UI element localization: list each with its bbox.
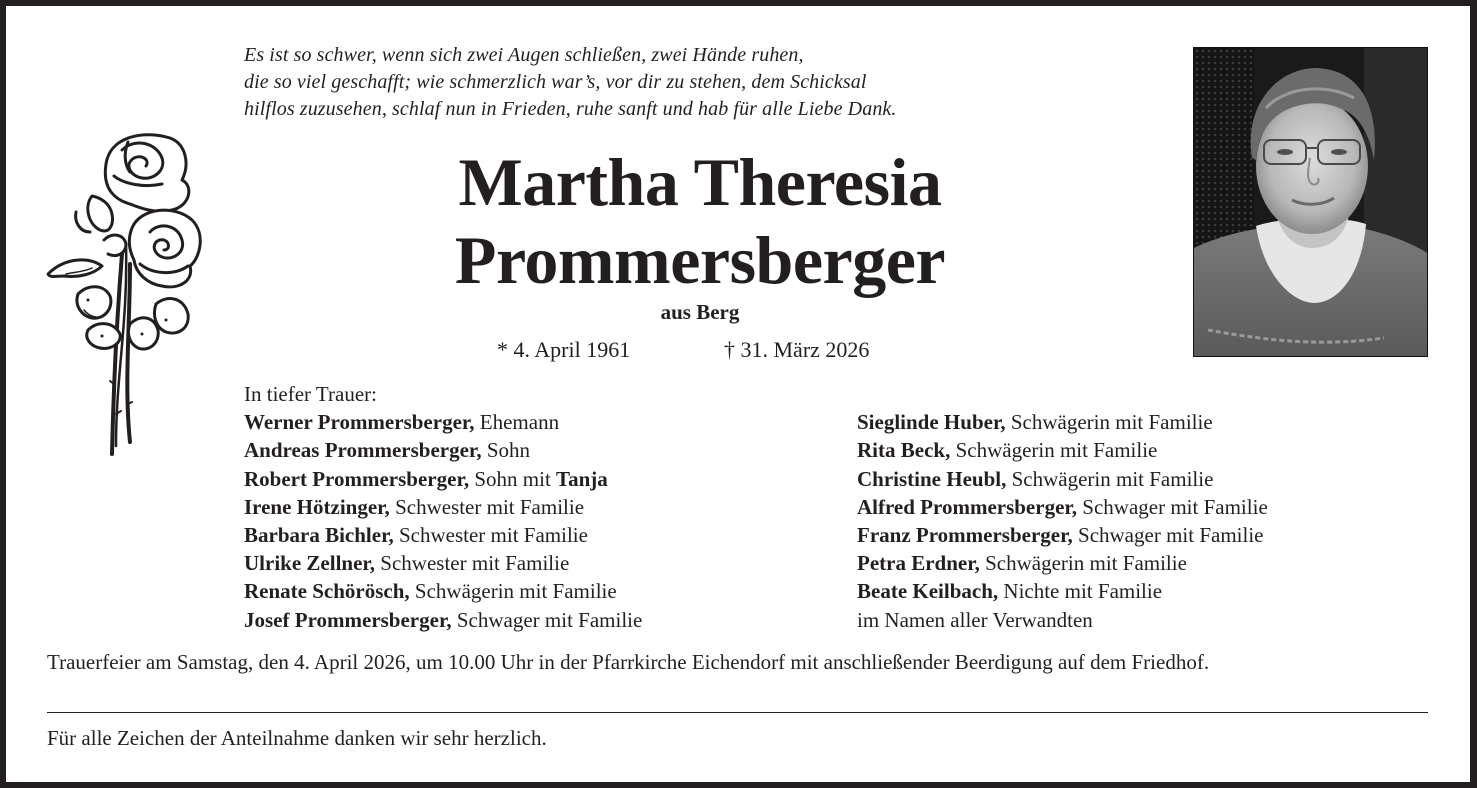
mourner-entry [857, 465, 1268, 493]
deceased-surname: Prommersberger [454, 222, 946, 298]
mourner-relation: Schwägerin mit Familie [1006, 466, 1214, 491]
mourner-relation: Schwägerin mit Familie [409, 579, 617, 604]
mourners-list-left [244, 380, 642, 634]
mourner-name: Alfred Prommersberger, [857, 494, 1078, 519]
mourner-entry [244, 549, 642, 577]
mourner-relation: Schwager mit Familie [451, 607, 643, 632]
mourner-name: Irene Hötzinger, [244, 494, 390, 519]
mourner-relation: Schwester mit Familie [375, 551, 570, 576]
mourner-entry [244, 436, 642, 464]
mourner-entry [244, 521, 642, 549]
mourner-relation: Schwägerin mit Familie [979, 551, 1187, 576]
mourner-name: Rita Beck, [857, 438, 951, 463]
memorial-poem [244, 42, 1144, 123]
mourner-name: Robert Prommersberger, [244, 466, 470, 491]
funeral-service-info: Trauerfeier am Samstag, den 4. April 2026, um 10.00 Uhr in der Pfarrkirche Eichendorf mit anschließender Beerdigung auf dem Friedhof. [47, 650, 1210, 674]
mourner-name: Ulrike Zellner, [244, 551, 376, 576]
mourner-name: Andreas Prommersberger, [244, 438, 482, 463]
mourner-relation: Schwester mit Familie [393, 523, 588, 548]
mourner-relation: Schwägerin mit Familie [950, 438, 1158, 463]
mourner-name: Barbara Bichler, [244, 523, 394, 548]
mourner-relation: Schwager mit Familie [1077, 494, 1268, 519]
mourner-name: Franz Prommersberger, [857, 523, 1073, 547]
mourner-entry [857, 577, 1268, 605]
mourner-entry [857, 436, 1268, 464]
mourners-list-right [857, 408, 1268, 634]
portrait-photo [1193, 47, 1428, 357]
poem-line: Es ist so schwer, wenn sich zwei Augen schließen, zwei Hände ruhen, [244, 44, 804, 66]
mourner-name: Petra Erdner, [857, 551, 980, 576]
mourner-relation: Nichte mit Familie [998, 579, 1163, 604]
mourner-entry [244, 493, 642, 521]
closing-note: im Namen aller Verwandten [857, 607, 1093, 632]
mourner-entry [244, 577, 642, 605]
mourner-relation: Ehemann [474, 410, 560, 435]
mourner-partner-name: Tanja [556, 466, 608, 491]
mourner-name: Beate Keilbach, [857, 579, 999, 604]
mourner-entry [244, 465, 642, 493]
mourner-relation: Sohn mit [469, 466, 557, 491]
mourner-entry [857, 408, 1268, 436]
mourner-entry [857, 521, 1268, 549]
mourner-relation: Schwager mit Familie [1072, 523, 1264, 547]
mourner-name: Werner Prommersberger, [244, 410, 475, 435]
mourner-entry [857, 549, 1268, 577]
birth-date: * 4. April 1961 [497, 337, 631, 362]
mourner-entry-closing [857, 606, 1268, 634]
divider [47, 712, 1428, 713]
mourner-name: Christine Heubl, [857, 466, 1007, 491]
thanks-note: Für alle Zeichen der Anteilnahme danken wir sehr herzlich. [47, 726, 547, 750]
mourner-name: Josef Prommersberger, [244, 607, 452, 632]
deceased-origin: aus Berg [660, 300, 740, 324]
deceased-first-names: Martha Theresia [458, 144, 942, 220]
mourner-relation: Schwester mit Familie [389, 494, 585, 519]
death-date: † 31. März 2026 [724, 337, 870, 362]
poem-line: die so viel geschafft; wie schmerzlich war’s, vor dir zu stehen, dem Schicksal [244, 71, 867, 93]
mourner-name: Renate Schörösch, [244, 579, 410, 604]
mourner-name: Sieglinde Huber, [857, 410, 1006, 435]
mourner-entry [244, 408, 642, 436]
mourner-entry [857, 493, 1268, 521]
rose-bouquet-icon [44, 124, 206, 460]
mourner-relation: Schwägerin mit Familie [1005, 410, 1213, 435]
mourner-relation: Sohn [481, 438, 530, 463]
mourner-entry [244, 606, 642, 634]
poem-line: hilflos zuzusehen, schlaf nun in Frieden, ruhe sanft und hab für alle Liebe Dank. [244, 98, 897, 120]
mourners-heading: In tiefer Trauer: [244, 382, 377, 406]
